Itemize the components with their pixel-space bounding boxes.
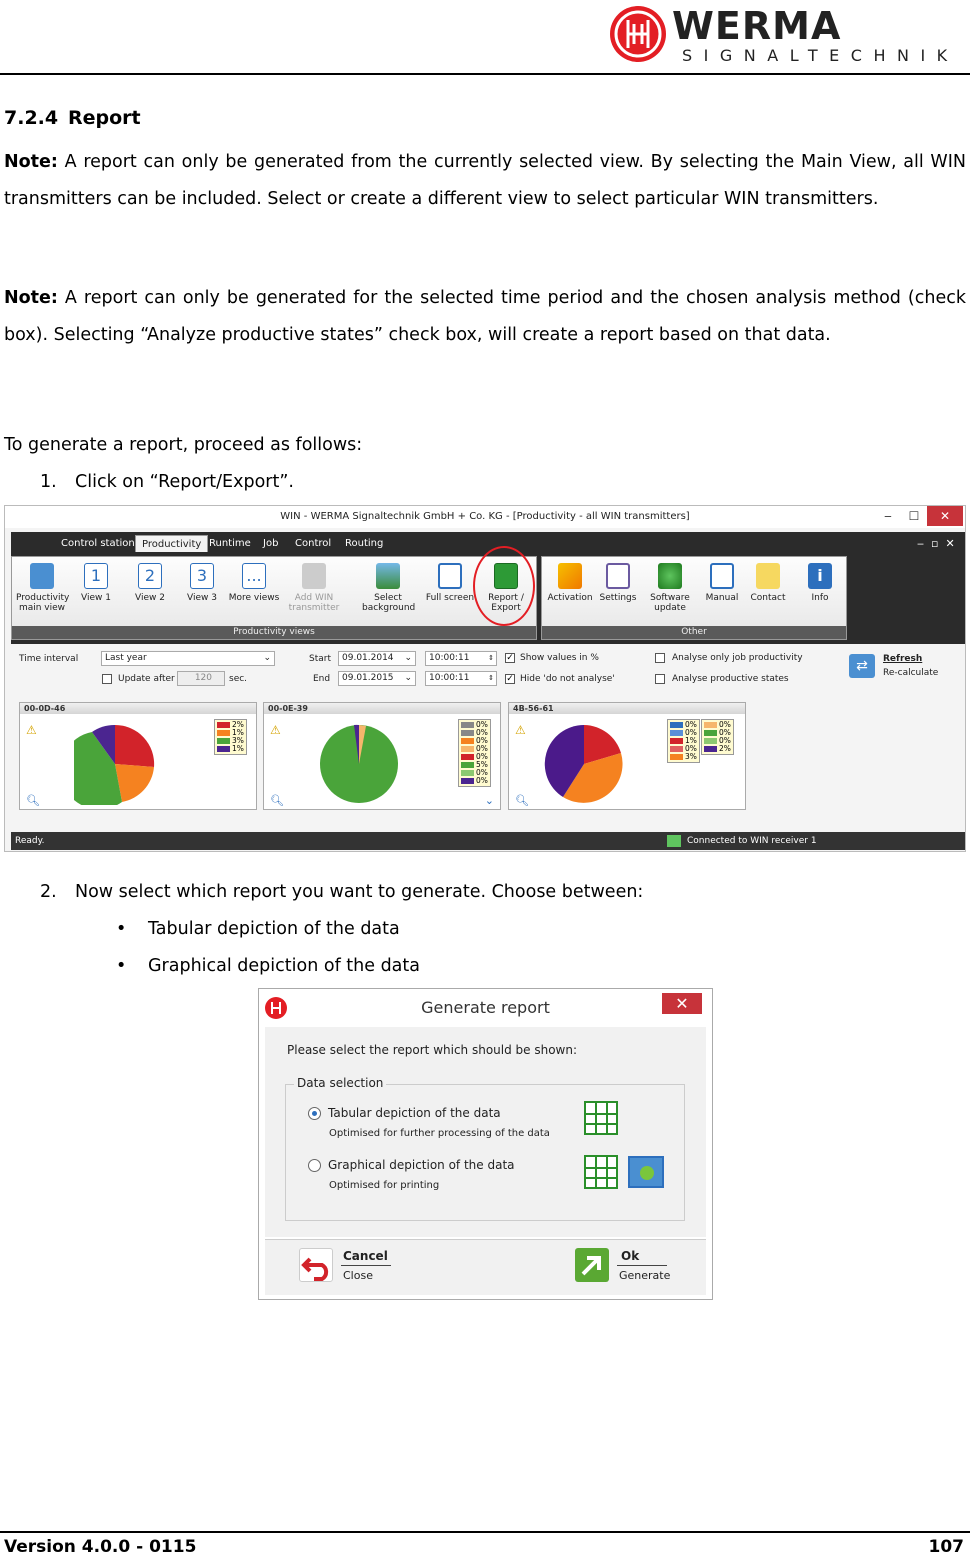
tab-routing[interactable]: Routing (345, 538, 384, 549)
mdi-controls-icon[interactable]: ‒ ▫ ✕ (917, 537, 955, 550)
generate-report-dialog (258, 988, 713, 1300)
chart-legend (701, 719, 734, 755)
button-label: View 2 (135, 593, 165, 603)
button-label: Activation (547, 593, 593, 603)
view-1-button[interactable] (70, 563, 122, 603)
note-text: A report can only be generated from the currently selected view. By selecting the Main View, all WIN transmitters can be included. Select or create a different view to select particular WIN transmitters. (4, 152, 966, 209)
graphical-option-hint: Optimised for printing (329, 1180, 440, 1191)
close-icon[interactable]: ✕ (927, 506, 963, 526)
app-screenshot (4, 505, 966, 852)
legend-item: 2% (217, 721, 244, 729)
highlight-circle (473, 546, 535, 626)
more-views-button[interactable] (228, 563, 280, 603)
productivity-icon (30, 563, 54, 589)
pie-chart (74, 723, 156, 805)
divider (617, 1265, 667, 1266)
legend-item: 1% (217, 745, 244, 753)
view-1-icon: 1 (84, 563, 108, 589)
software-update-button[interactable] (644, 563, 696, 613)
werma-emblem-icon (610, 6, 666, 62)
divider (341, 1265, 391, 1266)
button-label: Software update (650, 593, 690, 613)
date-value: 09.01.2015 (342, 673, 394, 683)
button-label: Productivity main view (16, 593, 70, 613)
end-date-field[interactable] (338, 671, 416, 686)
settings-button[interactable] (592, 563, 644, 603)
add-win-transmitter-button[interactable] (288, 563, 340, 613)
undo-arrow-icon (300, 1249, 334, 1283)
button-label: View 1 (81, 593, 111, 603)
window-title: WIN - WERMA Signaltechnik GmbH + Co. KG - [Productivity - all WIN transmitters] (5, 506, 965, 528)
connection-indicator (667, 835, 681, 847)
panel-id: 00-0D-46 (20, 703, 256, 714)
note-2 (4, 280, 966, 354)
hide-not-analyse-label: Hide 'do not analyse' (520, 674, 615, 684)
legend-item: 0% (461, 729, 488, 737)
legend-item: 1% (217, 729, 244, 737)
page-number: 107 (928, 1537, 964, 1556)
info-icon: i (808, 563, 832, 589)
recalculate-label: Re-calculate (883, 668, 939, 678)
end-label: End (313, 674, 331, 684)
version-text: Version 4.0.0 - 0115 (4, 1537, 197, 1556)
section-title: Report (68, 107, 141, 129)
book-icon (710, 563, 734, 589)
time-interval-select[interactable] (101, 651, 275, 666)
productivity-main-view-button[interactable] (16, 563, 68, 613)
refresh-button[interactable]: Refresh (883, 654, 923, 664)
legend-item: 0% (461, 777, 488, 785)
tab-control[interactable]: Control (295, 538, 332, 549)
legend-item: 0% (461, 745, 488, 753)
warning-icon: ⚠ (515, 723, 526, 737)
legend-item: 0% (461, 753, 488, 761)
bullet-dot: • (116, 919, 127, 939)
view-3-button[interactable] (176, 563, 228, 603)
zoom-icon[interactable]: 🔍︎ (515, 794, 529, 807)
view-3-icon: 3 (190, 563, 214, 589)
activation-button[interactable] (544, 563, 596, 603)
show-percent-checkbox[interactable]: ✓ (506, 653, 514, 663)
analyse-job-checkbox[interactable] (655, 653, 665, 663)
select-background-button[interactable] (362, 563, 414, 613)
date-value: 09.01.2014 (342, 653, 394, 663)
header-rule (0, 73, 970, 75)
cancel-label[interactable]: Cancel (343, 1249, 388, 1263)
note-1 (4, 144, 966, 218)
button-label: Info (811, 593, 829, 603)
add-transmitter-icon (302, 563, 326, 589)
spinner-icon: ⇕ (488, 674, 494, 682)
more-views-icon: ... (242, 563, 266, 589)
start-label: Start (309, 654, 331, 664)
update-after-checkbox[interactable] (102, 674, 112, 684)
legend-item: 5% (461, 761, 488, 769)
werma-logo (610, 4, 965, 66)
dialog-body (265, 1027, 706, 1237)
sec-label: sec. (229, 674, 248, 684)
bullet-dot: • (116, 956, 127, 976)
tab-job[interactable]: Job (263, 538, 279, 549)
bullet-item (116, 919, 400, 939)
ok-button[interactable] (575, 1248, 609, 1282)
start-time-field[interactable] (425, 651, 497, 666)
button-label: Settings (599, 593, 637, 603)
legend-item: 0% (704, 737, 731, 745)
step-number: 2. (40, 882, 57, 902)
status-text: Ready. (15, 836, 45, 846)
chart-legend (458, 719, 491, 787)
bullet-item (116, 956, 420, 976)
dialog-footer (265, 1239, 706, 1295)
refresh-icon[interactable]: ⇄ (849, 654, 875, 678)
button-label: Manual (705, 593, 739, 603)
chart-legend (214, 719, 247, 755)
logo-word: WERMA (672, 4, 842, 48)
full-screen-button[interactable] (424, 563, 476, 603)
group-label: Other (542, 626, 846, 639)
dialog-title: Generate report (421, 998, 550, 1017)
globe-icon (658, 563, 682, 589)
tabular-option-hint: Optimised for further processing of the data (329, 1128, 550, 1139)
button-label: Contact (750, 593, 786, 603)
time-interval-label: Time interval (19, 654, 79, 664)
button-label: More views (228, 593, 280, 603)
tab-productivity[interactable]: Productivity (135, 535, 208, 552)
show-percent-label: Show values in % (520, 653, 599, 663)
ribbon-group-other (541, 556, 847, 640)
transmitter-panel[interactable] (508, 702, 746, 810)
button-label: Full screen (425, 593, 475, 603)
update-after-input[interactable]: 120 (177, 671, 225, 686)
step-number: 1. (40, 472, 57, 492)
step-1 (40, 472, 294, 492)
logo-subtitle: SIGNALTECHNIK (682, 46, 959, 65)
time-value: 10:00:11 (429, 653, 470, 663)
contact-button[interactable] (742, 563, 794, 603)
analyse-states-label: Analyse productive states (672, 674, 789, 684)
warning-icon: ⚠ (270, 723, 281, 737)
section-number: 7.2.4 (4, 107, 59, 129)
panel-id: 4B-56-61 (509, 703, 745, 714)
spinner-icon: ⇕ (488, 654, 494, 662)
group-label: Productivity views (12, 626, 536, 639)
legend-item: 1% (670, 737, 697, 745)
legend-item: 0% (670, 745, 697, 753)
bullet-text: Graphical depiction of the data (148, 956, 420, 976)
panel-id: 00-0E-39 (264, 703, 500, 714)
step-text: Now select which report you want to generate. Choose between: (75, 882, 644, 902)
footer-rule (0, 1531, 970, 1533)
note-label: Note: (4, 288, 58, 308)
chart-icon (628, 1156, 664, 1188)
button-label: View 3 (187, 593, 217, 603)
chevron-down-icon[interactable]: ⌄ (484, 794, 494, 807)
status-bar (11, 832, 965, 850)
tab-bar (11, 532, 965, 552)
view-2-icon: 2 (138, 563, 162, 589)
legend-item: 3% (670, 753, 697, 761)
button-label: Report / Export (488, 593, 524, 613)
chevron-down-icon: ⌄ (404, 653, 412, 663)
section-heading (4, 107, 141, 129)
envelope-icon (756, 563, 780, 589)
wand-icon (558, 563, 582, 589)
ok-label[interactable]: Ok (621, 1249, 640, 1263)
legend-item: 0% (461, 721, 488, 729)
tabular-radio[interactable] (308, 1107, 321, 1120)
table-icon (584, 1101, 618, 1135)
manual-button[interactable] (696, 563, 748, 603)
pie-chart (543, 723, 625, 805)
tab-runtime[interactable]: Runtime (209, 538, 251, 549)
analyse-job-label: Analyse only job productivity (672, 653, 803, 663)
view-2-button[interactable] (124, 563, 176, 603)
zoom-icon[interactable]: 🔍︎ (270, 794, 284, 807)
select-value: Last year (105, 653, 147, 663)
fullscreen-icon (438, 563, 462, 589)
group-label: Data selection (294, 1076, 386, 1090)
background-icon (376, 563, 400, 589)
minimize-icon[interactable]: ‒ (884, 509, 892, 523)
transmitter-panel[interactable] (263, 702, 501, 810)
legend-item: 0% (461, 769, 488, 777)
button-label: Add WIN transmitter (288, 593, 340, 613)
step-2 (40, 882, 643, 902)
ribbon-group-productivity (11, 556, 537, 640)
close-icon[interactable]: ✕ (662, 993, 702, 1014)
legend-item: 3% (217, 737, 244, 745)
legend-item: 0% (670, 729, 697, 737)
dialog-prompt: Please select the report which should be shown: (287, 1043, 578, 1057)
table-icon (584, 1155, 618, 1189)
chevron-down-icon: ⌄ (404, 673, 412, 683)
chevron-down-icon: ⌄ (263, 653, 271, 663)
maximize-icon[interactable]: ☐ (908, 509, 920, 523)
start-date-field[interactable] (338, 651, 416, 666)
ok-sublabel: Generate (619, 1269, 671, 1282)
note-label: Note: (4, 152, 58, 172)
dialog-titlebar (259, 989, 712, 1025)
arrow-up-right-icon (575, 1248, 609, 1282)
data-selection-group (285, 1076, 685, 1221)
tab-control-station[interactable]: Control station (61, 538, 135, 549)
button-label: Select background (362, 593, 416, 613)
legend-item: 0% (461, 737, 488, 745)
zoom-icon[interactable]: 🔍︎ (26, 794, 40, 807)
intro-text: To generate a report, proceed as follows: (4, 435, 363, 455)
time-value: 10:00:11 (429, 673, 470, 683)
graphical-option-label[interactable]: Graphical depiction of the data (328, 1158, 515, 1172)
tabular-option-label[interactable]: Tabular depiction of the data (328, 1106, 501, 1120)
chart-legend (667, 719, 700, 763)
update-after-label: Update after (118, 674, 175, 684)
note-text: A report can only be generated for the selected time period and the chosen analysis method (check box). Selecting “Analyze productive states” check box, will create a report based on that data. (4, 288, 966, 345)
analyse-states-checkbox[interactable] (655, 674, 665, 684)
warning-icon: ⚠ (26, 723, 37, 737)
step-text: Click on “Report/Export”. (75, 472, 294, 492)
legend-item: 0% (704, 729, 731, 737)
legend-item: 2% (704, 745, 731, 753)
cancel-sublabel: Close (343, 1269, 373, 1282)
clipboard-icon (606, 563, 630, 589)
info-button[interactable] (794, 563, 846, 603)
pie-chart (318, 723, 400, 805)
legend-item: 0% (670, 721, 697, 729)
bullet-text: Tabular depiction of the data (148, 919, 400, 939)
hide-not-analyse-checkbox[interactable]: ✓ (506, 674, 514, 684)
graphical-radio[interactable] (308, 1159, 321, 1172)
connection-text: Connected to WIN receiver 1 (687, 836, 817, 846)
transmitter-panel[interactable] (19, 702, 257, 810)
end-time-field[interactable] (425, 671, 497, 686)
legend-item: 0% (704, 721, 731, 729)
cancel-button[interactable] (299, 1248, 333, 1282)
